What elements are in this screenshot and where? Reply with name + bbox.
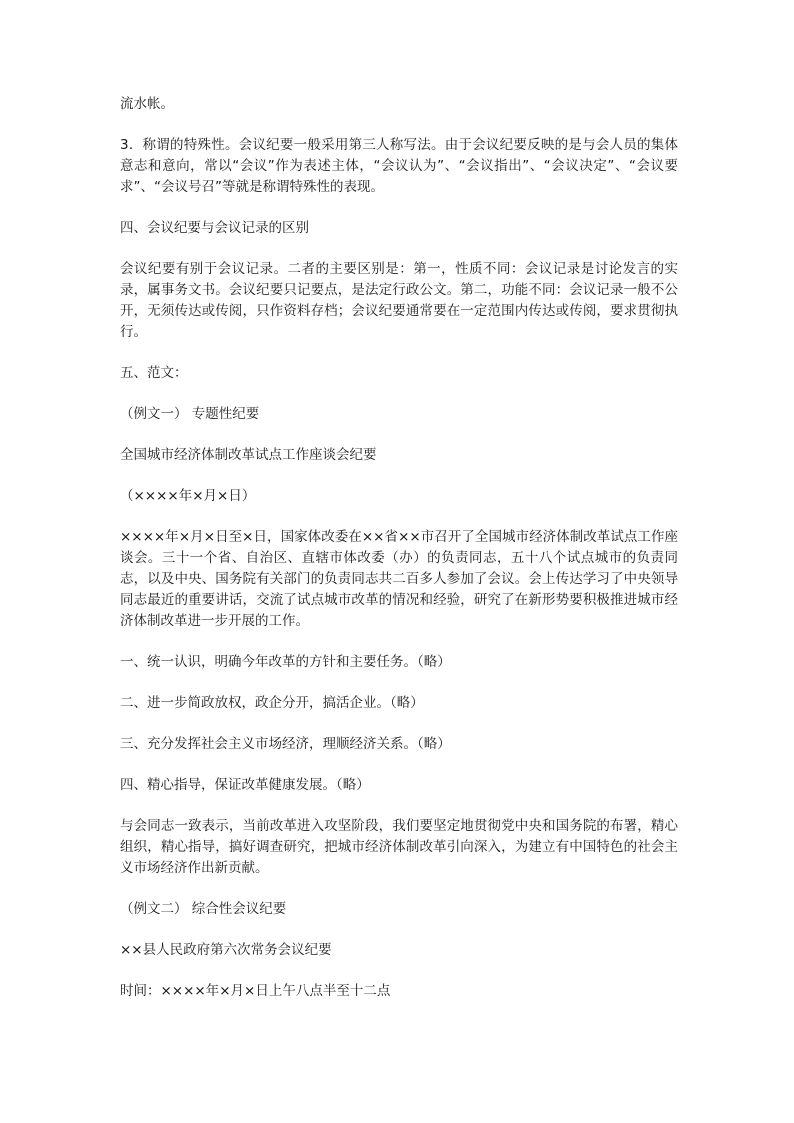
document-body xyxy=(120,94,678,1022)
example-1-item-2: 二、进一步简政放权，政企分开，搞活企业。（略） xyxy=(120,695,424,711)
example-2-label: （例文二） 综合性会议纪要 xyxy=(120,901,287,917)
example-1-item-3: 三、充分发挥社会主义市场经济，理顺经济关系。（略） xyxy=(120,736,451,752)
paragraph-continuation: 流水帐。 xyxy=(120,96,174,112)
example-1-item-1: 一、统一认识，明确今年改革的方针和主要任务。（略） xyxy=(120,654,451,670)
example-1-title: 全国城市经济体制改革试点工作座谈会纪要 xyxy=(120,447,377,463)
paragraph-difference: 会议纪要有别于会议记录。二者的主要区别是：第一，性质不同：会议记录是讨论发言的实录，属事务文书。会议纪要只记要点，是法定行政公文。第二，功能不同：会议记录一般不公开，无须传达或传阅，只作资料存档；会议纪要通常要在一定范围内传达或传阅，要求贯彻执行。 xyxy=(120,261,678,340)
section-heading-4: 四、会议纪要与会议记录的区别 xyxy=(120,220,309,236)
section-heading-5: 五、范文： xyxy=(120,365,188,381)
example-1-intro: ××××年×月×日至×日，国家体改委在××省××市召开了全国城市经济体制改革试点工作座谈会。三十一个省、自治区、直辖市体改委（办）的负责同志，五十八个试点城市的负责同志，以及中央、国务院有关部门的负责同志共二百多人参加了会议。会上传达学习了中央领导同志最近的重要讲话，交流了试点城市改革的情况和经验，研究了在新形势要积极推进城市经济体制改革进一步开展的工作。 xyxy=(120,529,678,629)
example-1-item-4: 四、精心指导，保证改革健康发展。（略） xyxy=(120,777,370,793)
example-1-conclusion: 与会同志一致表示，当前改革进入攻坚阶段，我们要坚定地贯彻党中央和国务院的布署，精心组织，精心指导，搞好调查研究，把城市经济体制改革引向深入，为建立有中国特色的社会主义市场经济作出新贡献。 xyxy=(120,818,678,876)
example-2-title: ××县人民政府第六次常务会议纪要 xyxy=(120,942,332,958)
example-2-time: 时间：××××年×月×日上午八点半至十二点 xyxy=(120,983,391,999)
paragraph-point-3: 3．称谓的特殊性。会议纪要一般采用第三人称写法。由于会议纪要反映的是与会人员的集体意志和意向，常以“会议”作为表述主体，“会议认为”、“会议指出”、“会议决定”、“会议要求”、“会议号召”等就是称谓特殊性的表现。 xyxy=(120,137,678,195)
example-1-label: （例文一） 专题性纪要 xyxy=(120,406,260,422)
example-1-date: （××××年×月×日） xyxy=(120,488,256,504)
